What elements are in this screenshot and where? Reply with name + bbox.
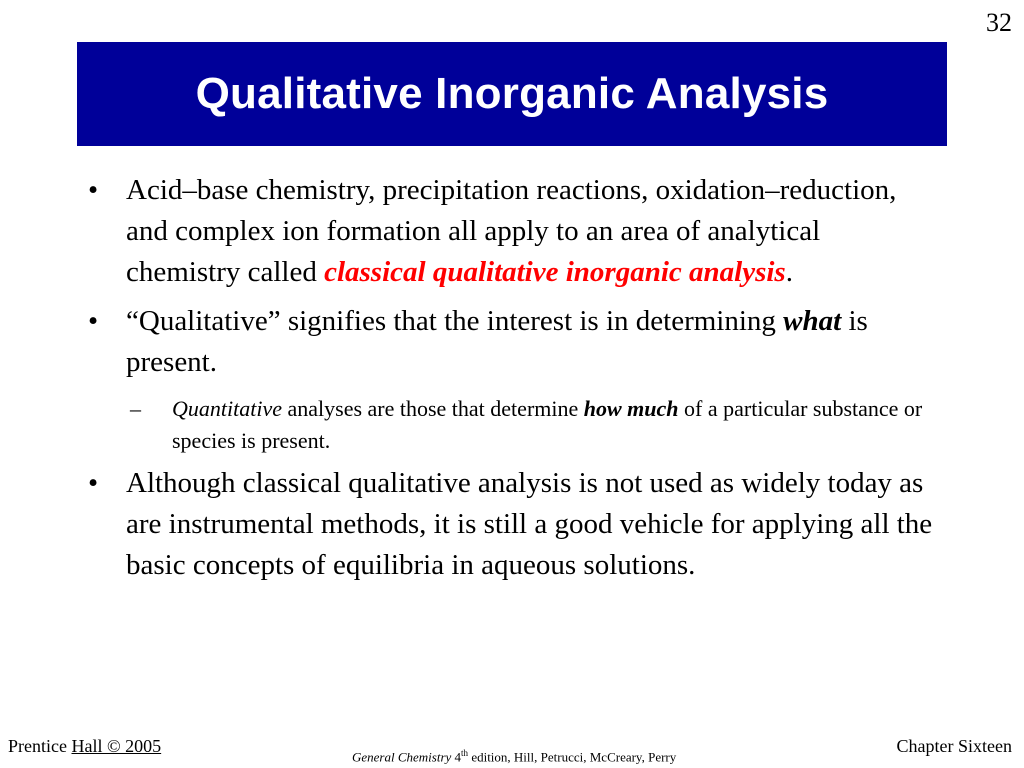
footer-book-credit xyxy=(352,748,676,765)
slide-title: Qualitative Inorganic Analysis xyxy=(195,69,829,118)
bullet-marker: • xyxy=(88,305,99,337)
footer-chapter: Chapter Sixteen xyxy=(896,736,1012,756)
title-bar xyxy=(77,42,947,146)
footer-authors: edition, Hill, Petrucci, McCreary, Perry xyxy=(468,749,677,765)
footer-edition-number: 4 xyxy=(451,749,462,765)
bullet-marker: • xyxy=(88,174,99,206)
bullet-text-part: . xyxy=(785,256,793,288)
bullet-text-part: is present. xyxy=(126,305,868,378)
sub-bullet-item xyxy=(126,393,938,457)
footer-edition-suffix: th xyxy=(461,748,469,758)
footer-book-title: General Chemistry xyxy=(352,749,452,765)
emphasis-term: what xyxy=(783,305,842,337)
sub-bullet-marker: – xyxy=(130,396,141,421)
bullet-marker: • xyxy=(88,467,99,499)
sub-bullet-text-part: analyses are those that determine xyxy=(281,396,584,421)
bullet-item xyxy=(88,301,938,383)
sub-bullet-text xyxy=(172,393,938,457)
slide-number: 32 xyxy=(986,8,1012,37)
bullet-item xyxy=(88,170,938,293)
bullet-text-part: “Qualitative” signifies that the interest is in determining xyxy=(126,305,784,337)
bullet-text xyxy=(126,301,938,383)
emphasis-term: how much xyxy=(583,396,679,421)
bullet-text xyxy=(126,170,938,293)
footer-publisher-link[interactable]: Hall © 2005 xyxy=(71,736,162,756)
footer-publisher-prefix: Prentice xyxy=(8,736,72,756)
bullet-text: Although classical qualitative analysis is not used as widely today as are instrumental methods, it is still a good vehicle for applying all the basic concepts of equilibria in aqueous solutions. xyxy=(126,467,933,581)
emphasis-term: classical qualitative inorganic analysis xyxy=(324,256,786,288)
slide-content xyxy=(88,170,938,586)
emphasis-term: Quantitative xyxy=(172,396,282,421)
bullet-text-part: Acid–base chemistry, precipitation reactions, oxidation–reduction, and complex ion formation all apply to an area of analytical chemistry called xyxy=(126,174,897,288)
footer-publisher xyxy=(8,736,161,757)
sub-bullet-text-part: of a particular substance or species is present. xyxy=(172,396,923,453)
bullet-item xyxy=(88,463,938,586)
